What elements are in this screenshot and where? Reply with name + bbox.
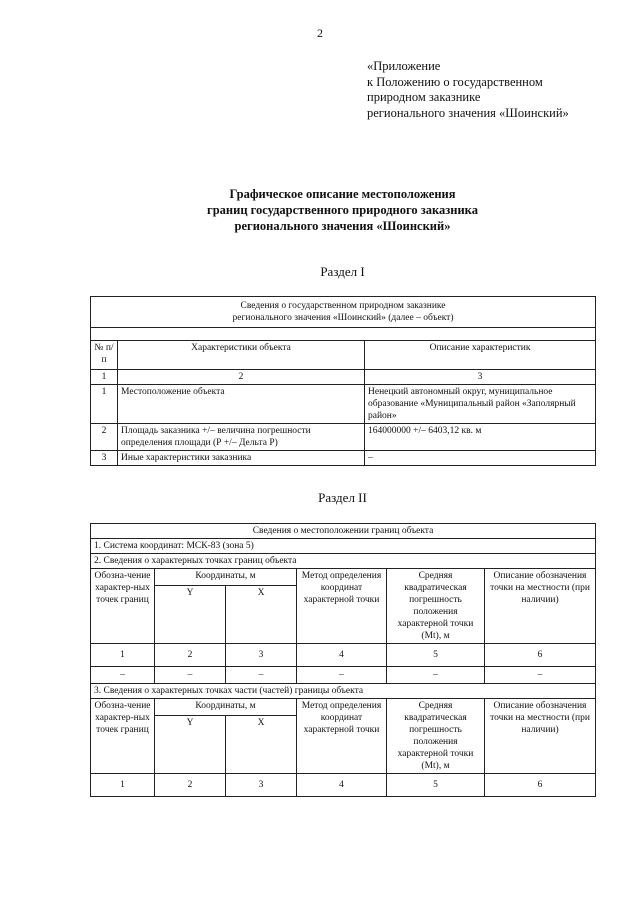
index-cell: 3 xyxy=(226,644,297,667)
title-line: регионального значения «Шоинский» xyxy=(234,219,451,233)
empty-cell: – xyxy=(226,667,297,684)
index-cell: 5 xyxy=(387,644,485,667)
section2-heading: Раздел II xyxy=(318,490,367,505)
table-row xyxy=(91,667,596,684)
section1-caption xyxy=(91,297,596,328)
header-x: X xyxy=(226,716,297,774)
index-cell: 4 xyxy=(297,644,387,667)
table-row xyxy=(91,385,596,424)
table-caption-row xyxy=(91,297,596,328)
section2-table xyxy=(90,523,596,797)
header-description: Описание характеристик xyxy=(365,341,596,370)
row-description: – xyxy=(365,451,596,466)
title-line: Графическое описание местоположения xyxy=(229,187,456,201)
index-row xyxy=(91,774,596,797)
subsection-boundary-points: 2. Сведения о характерных точках границ объекта xyxy=(91,554,596,569)
table-header-row xyxy=(91,341,596,370)
section1-table xyxy=(90,296,596,466)
title-line: границ государственного природного заказника xyxy=(207,203,478,217)
empty-cell: – xyxy=(91,667,155,684)
header-characteristics: Характеристики объекта xyxy=(118,341,365,370)
index-row xyxy=(91,370,596,385)
appendix-line: «Приложение xyxy=(367,59,441,73)
header-y: Y xyxy=(155,716,226,774)
header-num: № п/п xyxy=(91,341,118,370)
index-cell: 5 xyxy=(387,774,485,797)
index-cell: 6 xyxy=(485,644,596,667)
header-x: X xyxy=(226,586,297,644)
section2-caption: Сведения о местоположении границ объекта xyxy=(91,524,596,539)
index-cell: 3 xyxy=(226,774,297,797)
index-cell: 2 xyxy=(155,644,226,667)
empty-cell: – xyxy=(297,667,387,684)
section1-heading: Раздел I xyxy=(320,264,365,279)
document-title xyxy=(90,186,595,234)
spacer-row xyxy=(91,328,596,341)
index-row xyxy=(91,644,596,667)
index-cell: 2 xyxy=(155,774,226,797)
empty-cell: – xyxy=(387,667,485,684)
header-method: Метод определения координат характерной точки xyxy=(297,569,387,644)
empty-cell: – xyxy=(155,667,226,684)
caption-line: регионального значения «Шоинский» (далее – объект) xyxy=(232,313,454,323)
row-num: 3 xyxy=(91,451,118,466)
index-cell: 1 xyxy=(91,644,155,667)
table-header-row xyxy=(91,699,596,716)
coord-system: 1. Система координат: МСК-83 (зона 5) xyxy=(91,539,596,554)
coord-system-row xyxy=(91,539,596,554)
row-num: 2 xyxy=(91,424,118,451)
appendix-line: природном заказнике xyxy=(367,90,481,104)
header-point-description: Описание обозначения точки на местности (при наличии) xyxy=(485,569,596,644)
index-cell: 1 xyxy=(91,370,118,385)
table-header-row xyxy=(91,569,596,586)
empty-cell: – xyxy=(485,667,596,684)
header-error: Средняя квадратическая погрешность положения характерной точки (Mt), м xyxy=(387,569,485,644)
appendix-note xyxy=(367,59,569,121)
header-point-description: Описание обозначения точки на местности (при наличии) xyxy=(485,699,596,774)
appendix-line: регионального значения «Шоинский» xyxy=(367,105,569,120)
header-coordinates: Координаты, м xyxy=(155,699,297,716)
header-designation: Обозна-чение характер-ных точек границ xyxy=(91,699,155,774)
header-coordinates: Координаты, м xyxy=(155,569,297,586)
index-cell: 4 xyxy=(297,774,387,797)
page-number: 2 xyxy=(317,26,323,40)
row-description: Ненецкий автономный округ, муниципальное образование «Муниципальный район «Заполярный район» xyxy=(365,385,596,424)
row-characteristic: Площадь заказника +/– величина погрешности определения площади (Р +/– Дельта Р) xyxy=(118,424,365,451)
spacer-cell xyxy=(91,328,596,341)
table-row xyxy=(91,451,596,466)
appendix-line: к Положению о государственном xyxy=(367,74,543,89)
index-cell: 1 xyxy=(91,774,155,797)
table-caption-row xyxy=(91,524,596,539)
header-y: Y xyxy=(155,586,226,644)
index-cell: 6 xyxy=(485,774,596,797)
table-row xyxy=(91,424,596,451)
index-cell: 3 xyxy=(365,370,596,385)
caption-line: Сведения о государственном природном заказнике xyxy=(240,301,446,311)
row-description: 164000000 +/– 6403,12 кв. м xyxy=(365,424,596,451)
row-characteristic: Местоположение объекта xyxy=(118,385,365,424)
subsection-part-points: 3. Сведения о характерных точках части (частей) границы объекта xyxy=(91,684,596,699)
header-method: Метод определения координат характерной точки xyxy=(297,699,387,774)
row-characteristic: Иные характеристики заказника xyxy=(118,451,365,466)
header-designation: Обозна-чение характер-ных точек границ xyxy=(91,569,155,644)
subsection-row xyxy=(91,684,596,699)
row-num: 1 xyxy=(91,385,118,424)
header-error: Средняя квадратическая погрешность положения характерной точки (Mt), м xyxy=(387,699,485,774)
index-cell: 2 xyxy=(118,370,365,385)
subsection-row xyxy=(91,554,596,569)
